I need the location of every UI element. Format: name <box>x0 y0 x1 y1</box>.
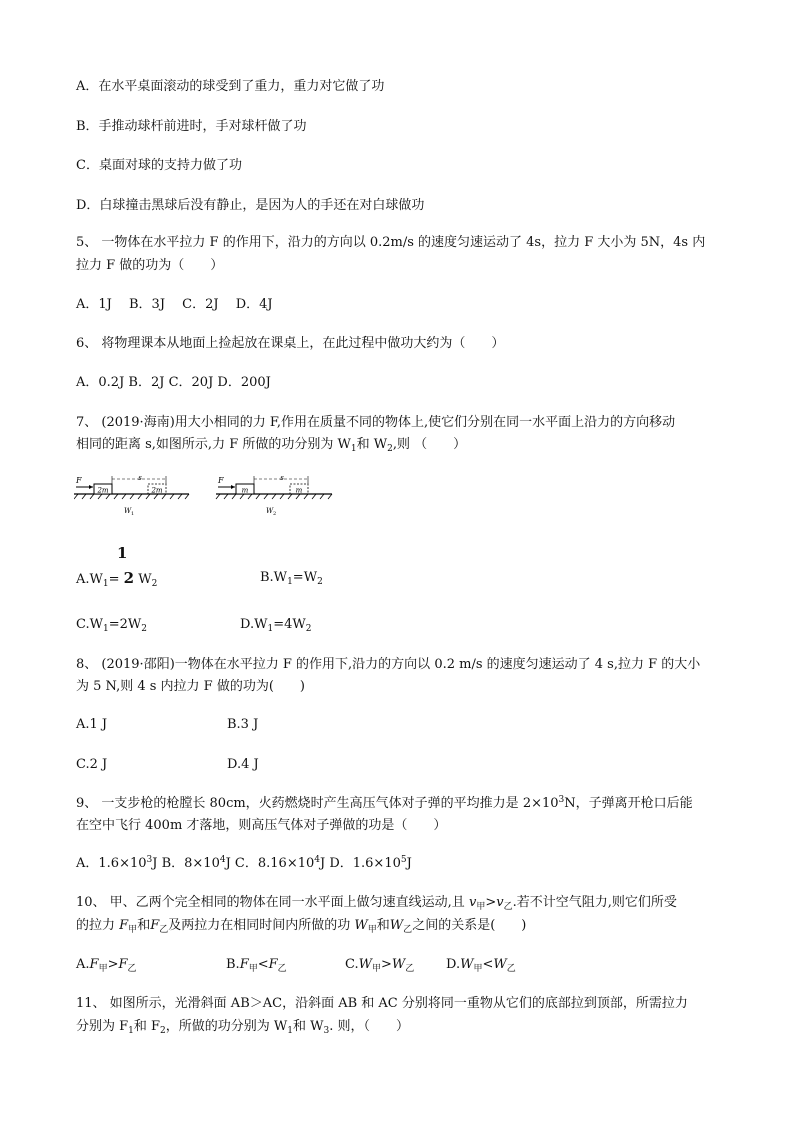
svg-text:s: s <box>138 474 142 482</box>
question-7-option-b: $B.W_1=W_2$ <box>260 570 323 587</box>
question-11-line-1: 11、 如图所示，光滑斜面 AB＞AC，沿斜面 AB 和 AC 分别将同一重物从它们的底部拉到顶部，所需拉力 <box>76 996 688 1011</box>
svg-text:W: W <box>266 507 274 515</box>
svg-text:s: s <box>280 474 284 482</box>
question-6-line-1: 6、 将物理课本从地面上捡起放在课桌上，在此过程中做功大约为（ ） <box>76 336 505 351</box>
question-10-option-c: $C.W_甲>W_乙$ <box>345 957 415 974</box>
question-8-option-a: A.1 J <box>76 717 108 732</box>
question-10-option-d: $D.W_甲<W_乙$ <box>446 957 516 974</box>
question-9-line-2: 在空中飞行 400m 才落地，则高压气体对子弹做的功是（ ） <box>76 818 447 833</box>
option-d-line: D．白球撞击黑球后没有静止，是因为人的手还在对白球做功 <box>76 198 425 213</box>
svg-text:m: m <box>241 486 249 495</box>
question-11-line-2: 分别为 $F_1$和 $F_2$，所做的功分别为 $W_1$和 $W_3$. 则，（ ） <box>76 1019 410 1036</box>
option-c-line: C．桌面对球的支持力做了功 <box>76 158 242 173</box>
question-5-line-2: 拉力 F 做的功为（ ） <box>76 258 224 273</box>
question-7-line-1: 7、 (2019·海南)用大小相同的力 F,作用在质量不同的物体上,使它们分别在同一水平面上沿力的方向移动 <box>76 415 676 430</box>
option-a-line: A．在水平桌面滚动的球受到了重力，重力对它做了功 <box>76 79 385 94</box>
svg-text:2m: 2m <box>97 486 109 495</box>
svg-text:2: 2 <box>273 511 277 517</box>
question-8-option-d: D.4 J <box>227 757 259 772</box>
question-10-option-a: $A.F_甲>F_乙$ <box>76 957 137 974</box>
question-8-line-1: 8、 (2019·邵阳)一物体在水平拉力 F 的作用下,沿力的方向以 0.2 m/s 的速度匀速运动了 4 s,拉力 F 的大小 <box>76 657 701 672</box>
question-8-option-b: B.3 J <box>227 717 259 732</box>
question-8-line-2: 为 5 N,则 4 s 内拉力 F 做的功为( ) <box>76 679 305 694</box>
question-7-option-d: $D.W_1=4W_2$ <box>240 617 312 634</box>
svg-text:W: W <box>124 507 132 515</box>
question-7-figure <box>74 472 334 520</box>
question-7-line-2: 相同的距离 s,如图所示,力 F 所做的功分别为 $W_1$和 $W_2$,则 （ ） <box>76 437 467 454</box>
option-b-line: B．手推动球杆前进时，手对球杆做了功 <box>76 119 307 134</box>
question-7-option-c: $C.W_1=2W_2$ <box>76 617 147 634</box>
question-7-option-a: $A.W_1= 2$ $W_2$ <box>76 569 158 589</box>
question-9-line-1: 9、 一支步枪的枪膛长 80cm，火药燃烧时产生高压气体对子弹的平均推力是 $2\times 10^3N$，子弹离开枪口后能 <box>76 795 693 811</box>
question-10-line-2: 的拉力 $F_甲$和$F_乙$及两拉力在相同时间内所做的功 $W_甲$和$W_乙$之间的关系是( ) <box>76 918 527 935</box>
question-5-options: A．1J B．3J C．2J D．4J <box>76 297 273 312</box>
svg-text:1: 1 <box>131 511 135 517</box>
question-10-option-b: $B.F_甲<F_乙$ <box>226 957 287 974</box>
svg-text:F: F <box>76 476 82 485</box>
question-10-line-1: 10、 甲、乙两个完全相同的物体在同一水平面上做匀速直线运动,且 $v_甲>v_乙$.若不计空气阻力,则它们所受 <box>76 895 677 912</box>
svg-text:2m: 2m <box>151 486 163 495</box>
svg-text:m: m <box>295 486 303 495</box>
question-9-options: A．$1.6\times 10^3J$ B．$8\times 10^4J$ C．$8.16\times 10^4J$ D．$1.6\times 10^5J$ <box>76 855 412 871</box>
question-8-option-c: C.2 J <box>76 757 108 772</box>
question-6-options: A．0.2J B．2J C．20J D．200J <box>76 375 271 390</box>
question-5-line-1: 5、 一物体在水平拉力 F 的作用下，沿力的方向以 0.2m/s 的速度匀速运动了 4s，拉力 F 大小为 5N，4s 内 <box>76 235 706 250</box>
fraction-numerator: 1 <box>117 544 128 562</box>
svg-text:F: F <box>218 476 224 485</box>
